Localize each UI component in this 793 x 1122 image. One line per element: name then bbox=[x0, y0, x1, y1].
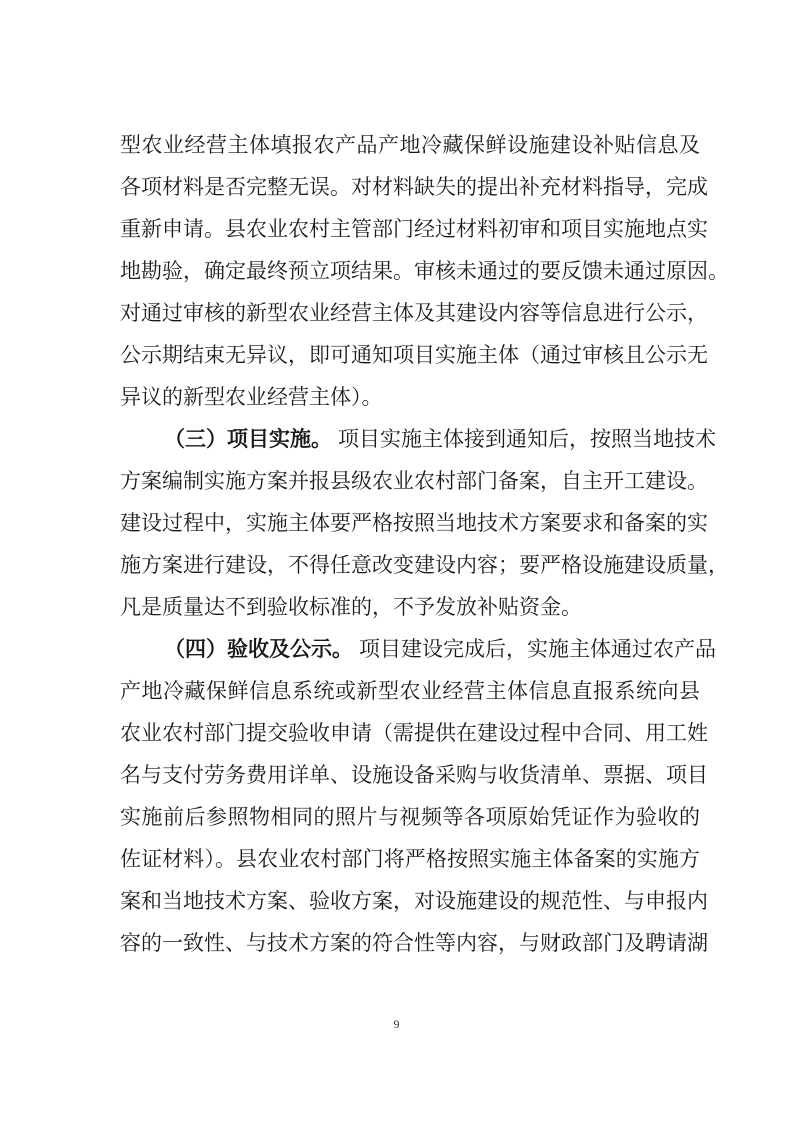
text-line: 凡是质量达不到验收标准的，不予发放补贴资金。 bbox=[120, 595, 582, 619]
text-line: 施方案进行建设，不得任意改变建设内容；要严格设施建设质量， bbox=[120, 553, 729, 577]
page-number: 9 bbox=[393, 1017, 400, 1031]
text-line: 各项材料是否完整无误。对材料缺失的提出补充材料指导，完成 bbox=[120, 175, 708, 199]
section-heading: （四）验收及公示。 bbox=[164, 636, 353, 661]
section-heading: （三）项目实施。 bbox=[164, 426, 332, 451]
text-line: 容的一致性、与技术方案的符合性等内容，与财政部门及聘请湖 bbox=[120, 931, 708, 955]
text-line: 重新申请。县农业农村主管部门经过材料初审和项目实施地点实 bbox=[120, 217, 708, 241]
text-line: 佐证材料）。县农业农村部门将严格按照实施主体备案的实施方 bbox=[120, 847, 700, 871]
text-line: 地勘验，确定最终预立项结果。审核未通过的要反馈未通过原因。 bbox=[120, 259, 729, 283]
text-line: 农业农村部门提交验收申请（需提供在建设过程中合同、用工姓 bbox=[120, 721, 708, 745]
paragraph-first-line bbox=[164, 425, 716, 453]
text-line: 名与支付劳务费用详单、设施设备采购与收货清单、票据、项目 bbox=[120, 763, 708, 787]
text-line: 方案编制实施方案并报县级农业农村部门备案，自主开工建设。 bbox=[120, 469, 708, 493]
text-line: 型农业经营主体填报农产品产地冷藏保鲜设施建设补贴信息及 bbox=[120, 133, 700, 157]
text-line: 项目实施主体接到通知后，按照当地技术 bbox=[338, 427, 716, 451]
text-line: 对通过审核的新型农业经营主体及其建设内容等信息进行公示， bbox=[120, 301, 708, 325]
paragraph-first-line bbox=[164, 635, 716, 663]
text-line: 公示期结束无异议，即可通知项目实施主体（通过审核且公示无 bbox=[120, 343, 708, 367]
text-line: 产地冷藏保鲜信息系统或新型农业经营主体信息直报系统向县 bbox=[120, 679, 700, 703]
text-line: 项目建设完成后，实施主体通过农产品 bbox=[359, 637, 716, 661]
text-line: 案和当地技术方案、验收方案，对设施建设的规范性、与申报内 bbox=[120, 889, 708, 913]
text-line: 实施前后参照物相同的照片与视频等各项原始凭证作为验收的 bbox=[120, 805, 700, 829]
text-line: 建设过程中，实施主体要严格按照当地技术方案要求和备案的实 bbox=[120, 511, 708, 535]
text-line: 异议的新型农业经营主体）。 bbox=[120, 385, 383, 409]
